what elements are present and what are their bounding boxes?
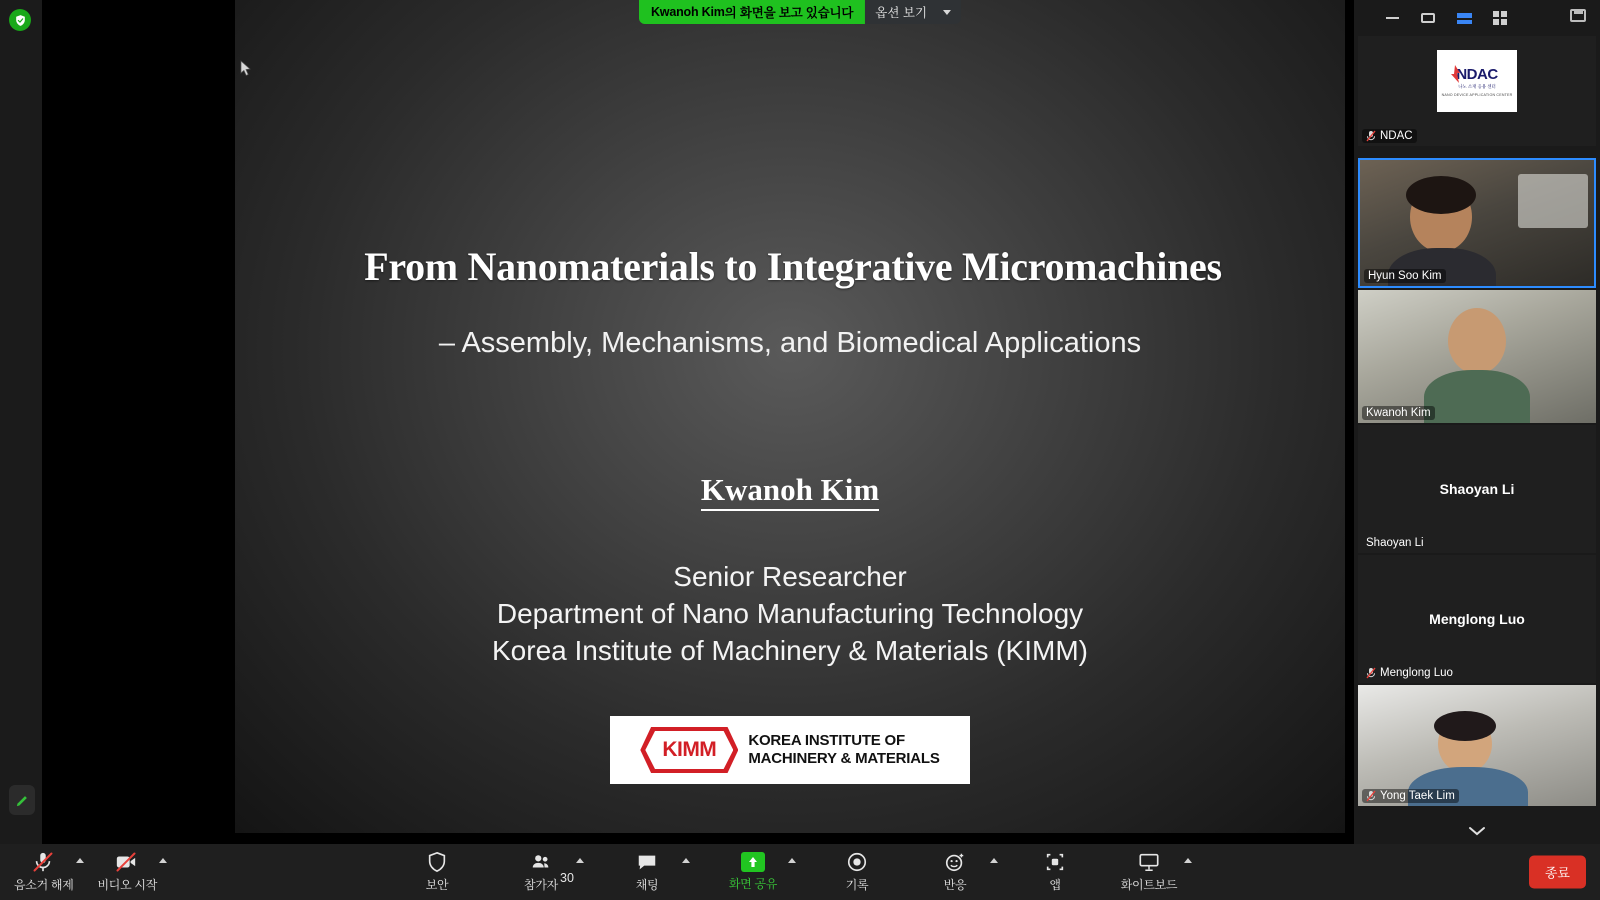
record-button[interactable] bbox=[828, 846, 886, 898]
security-button-label: 보안 bbox=[425, 878, 449, 892]
participant-video-panel bbox=[1354, 0, 1600, 844]
slide-subtitle: – Assembly, Mechanisms, and Biomedical Applications bbox=[438, 327, 1142, 359]
apps-button[interactable] bbox=[1026, 846, 1084, 898]
participants-button[interactable] bbox=[512, 846, 574, 898]
chat-button-label: 채팅 bbox=[635, 878, 659, 892]
affiliation-line-1: Senior Researcher bbox=[673, 561, 907, 592]
video-tile-yong-taek-lim[interactable] bbox=[1358, 685, 1596, 806]
screen-share-banner bbox=[639, 0, 961, 24]
minimize-icon[interactable] bbox=[1382, 10, 1402, 26]
whiteboard-button[interactable] bbox=[1120, 846, 1178, 898]
presentation-slide bbox=[235, 0, 1345, 833]
chat-button[interactable] bbox=[618, 846, 676, 898]
chevron-down-icon bbox=[943, 10, 951, 15]
share-screen-icon bbox=[741, 852, 765, 872]
video-tile-kwanoh-kim[interactable] bbox=[1358, 290, 1596, 423]
participants-count: 30 bbox=[560, 871, 574, 885]
slide-title: From Nanomaterials to Integrative Micromachines bbox=[364, 244, 1222, 289]
video-button-label: 비디오 시작 bbox=[97, 878, 157, 892]
apps-button-label: 앱 bbox=[1049, 878, 1061, 892]
record-button-label: 기록 bbox=[845, 878, 869, 892]
affiliation-line-2: Department of Nano Manufacturing Technology bbox=[496, 598, 1084, 630]
reactions-button-label: 반응 bbox=[943, 878, 967, 892]
shield-check-icon[interactable] bbox=[9, 9, 31, 31]
kimm-logo-words bbox=[748, 732, 939, 767]
tile-center-name: Menglong Luo bbox=[1429, 611, 1525, 627]
reactions-button[interactable] bbox=[926, 846, 984, 898]
video-tile-menglong-luo[interactable] bbox=[1358, 555, 1596, 683]
toolbar-center-group bbox=[408, 846, 1192, 898]
view-options-button[interactable] bbox=[865, 0, 961, 24]
tile-name-text: Shaoyan Li bbox=[1366, 537, 1424, 549]
tile-name-text: Yong Taek Lim bbox=[1380, 790, 1455, 802]
ndac-swoosh-icon bbox=[1448, 64, 1463, 84]
whiteboard-button-label: 화이트보드 bbox=[1120, 878, 1178, 892]
kimm-logo-line1: KOREA INSTITUTE OF bbox=[748, 732, 905, 750]
video-tile-list bbox=[1354, 36, 1600, 844]
tile-name-text: Hyun Soo Kim bbox=[1368, 270, 1442, 282]
chat-caret-icon[interactable] bbox=[682, 858, 690, 863]
chevron-down-icon[interactable] bbox=[1464, 820, 1490, 842]
gallery-view-icon[interactable] bbox=[1490, 10, 1510, 26]
kimm-logo-text: KIMM bbox=[662, 738, 717, 761]
toolbar-end-group bbox=[1529, 856, 1586, 889]
kimm-logo bbox=[610, 716, 970, 784]
audio-options-caret-icon[interactable] bbox=[76, 858, 84, 863]
tile-name-label bbox=[1364, 269, 1446, 283]
audio-button-label: 음소거 해제 bbox=[14, 878, 74, 892]
shared-screen-stage[interactable] bbox=[42, 0, 1354, 844]
ndac-logo-sub: NANO DEVICE APPLICATION CENTER bbox=[1441, 92, 1513, 97]
toolbar-left-group bbox=[0, 846, 167, 898]
whiteboard-caret-icon[interactable] bbox=[1184, 858, 1192, 863]
muted-microphone-icon bbox=[1366, 667, 1376, 679]
muted-microphone-icon bbox=[1366, 790, 1376, 802]
muted-microphone-icon bbox=[1366, 130, 1376, 142]
participants-icon bbox=[530, 851, 552, 873]
video-button[interactable] bbox=[98, 846, 158, 898]
avatar bbox=[1424, 308, 1530, 423]
audio-button[interactable] bbox=[14, 846, 74, 898]
slide-affiliation bbox=[235, 558, 1345, 670]
apps-icon bbox=[1044, 851, 1066, 873]
tile-name-text: Kwanoh Kim bbox=[1366, 407, 1431, 419]
panel-view-controls bbox=[1354, 0, 1600, 36]
video-tile-hyun-soo-kim[interactable] bbox=[1358, 158, 1596, 288]
tile-name-label bbox=[1362, 406, 1435, 420]
tile-name-label bbox=[1362, 536, 1428, 550]
tile-name-label bbox=[1362, 789, 1459, 803]
share-screen-button[interactable] bbox=[724, 846, 782, 898]
share-banner-text: 의 화면을 보고 있습니다 bbox=[724, 6, 854, 20]
video-tile-shaoyan-li[interactable] bbox=[1358, 425, 1596, 553]
reactions-icon bbox=[944, 851, 966, 873]
left-edge-strip bbox=[0, 0, 42, 900]
tile-name-text: Menglong Luo bbox=[1380, 667, 1453, 679]
reactions-caret-icon[interactable] bbox=[990, 858, 998, 863]
share-banner-presenter: Kwanoh Kim bbox=[650, 5, 725, 19]
meeting-toolbar bbox=[0, 844, 1600, 900]
speaker-view-icon[interactable] bbox=[1454, 10, 1474, 26]
tile-center-name: Shaoyan Li bbox=[1439, 481, 1515, 497]
ndac-logo bbox=[1437, 50, 1517, 112]
shield-icon bbox=[426, 851, 448, 873]
share-screen-button-label: 화면 공유 bbox=[728, 877, 778, 891]
popout-window-icon[interactable] bbox=[1570, 9, 1586, 22]
end-meeting-button[interactable]: 종료 bbox=[1529, 856, 1586, 889]
tile-name-text: NDAC bbox=[1380, 130, 1413, 142]
participants-button-label: 참가자 bbox=[524, 878, 558, 892]
ndac-logo-kr: 나노 소재 응용 센터 bbox=[1458, 83, 1496, 89]
kimm-logo-mark bbox=[640, 727, 738, 773]
chat-icon bbox=[636, 851, 658, 873]
record-icon bbox=[846, 851, 868, 873]
single-speaker-icon[interactable] bbox=[1418, 10, 1438, 26]
view-options-label: 옵션 보기 bbox=[875, 6, 928, 20]
ndac-logo-mark: NDAC bbox=[1456, 65, 1498, 83]
tile-name-label bbox=[1362, 666, 1457, 680]
kimm-logo-line2: MACHINERY & MATERIALS bbox=[748, 750, 940, 767]
share-banner-message bbox=[639, 0, 865, 24]
pencil-icon[interactable] bbox=[9, 785, 35, 815]
video-tile-ndac[interactable] bbox=[1358, 36, 1596, 146]
slide-presenter-name: Kwanoh Kim bbox=[235, 472, 1345, 508]
affiliation-line-3: Korea Institute of Machinery & Materials (KIMM) bbox=[492, 635, 1088, 667]
video-options-caret-icon[interactable] bbox=[159, 858, 167, 863]
share-screen-caret-icon[interactable] bbox=[788, 858, 796, 863]
whiteboard-icon bbox=[1138, 851, 1160, 873]
security-button[interactable] bbox=[408, 846, 466, 898]
tile-name-label bbox=[1362, 129, 1417, 143]
participants-caret-icon[interactable] bbox=[576, 858, 584, 863]
